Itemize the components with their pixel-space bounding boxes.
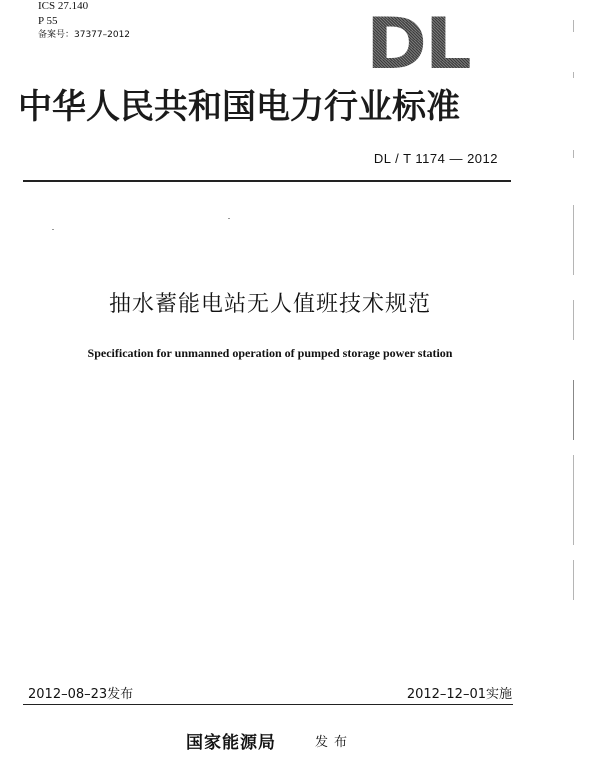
scan-dot (573, 150, 574, 158)
scan-dot (573, 560, 574, 600)
classification-code: P 55 (38, 15, 58, 27)
scan-speck (228, 218, 230, 219)
scan-edge-artifacts (570, 0, 600, 768)
publish-label: 发布 (315, 735, 354, 750)
implementation-date: 2012–12–01实施 (406, 687, 512, 702)
scan-dot (573, 300, 574, 340)
ics-code: ICS 27.140 (38, 0, 89, 12)
record-number: 备案号：37377–2012 (38, 30, 131, 40)
issue-date: 2012–08–23发布 (28, 687, 134, 702)
dl-logo: DL (366, 15, 482, 73)
industry-standard-title: 中华人民共和国电力行业标准 (18, 87, 460, 127)
scan-dot (573, 72, 574, 78)
header-divider (23, 180, 511, 182)
document-title-en: Specification for unmanned operation of pumped storage power station (87, 346, 453, 360)
document-title-cn: 抽水蓄能电站无人值班技术规范 (108, 292, 431, 317)
footer-divider (23, 704, 513, 705)
standard-number: DL / T 1174 — 2012 (373, 151, 498, 166)
scan-speck (52, 229, 54, 230)
scan-dot (573, 455, 574, 545)
scan-dot (573, 380, 574, 440)
scan-dot (573, 20, 574, 32)
publisher-name: 国家能源局 (186, 733, 276, 753)
scan-dot (573, 205, 574, 275)
